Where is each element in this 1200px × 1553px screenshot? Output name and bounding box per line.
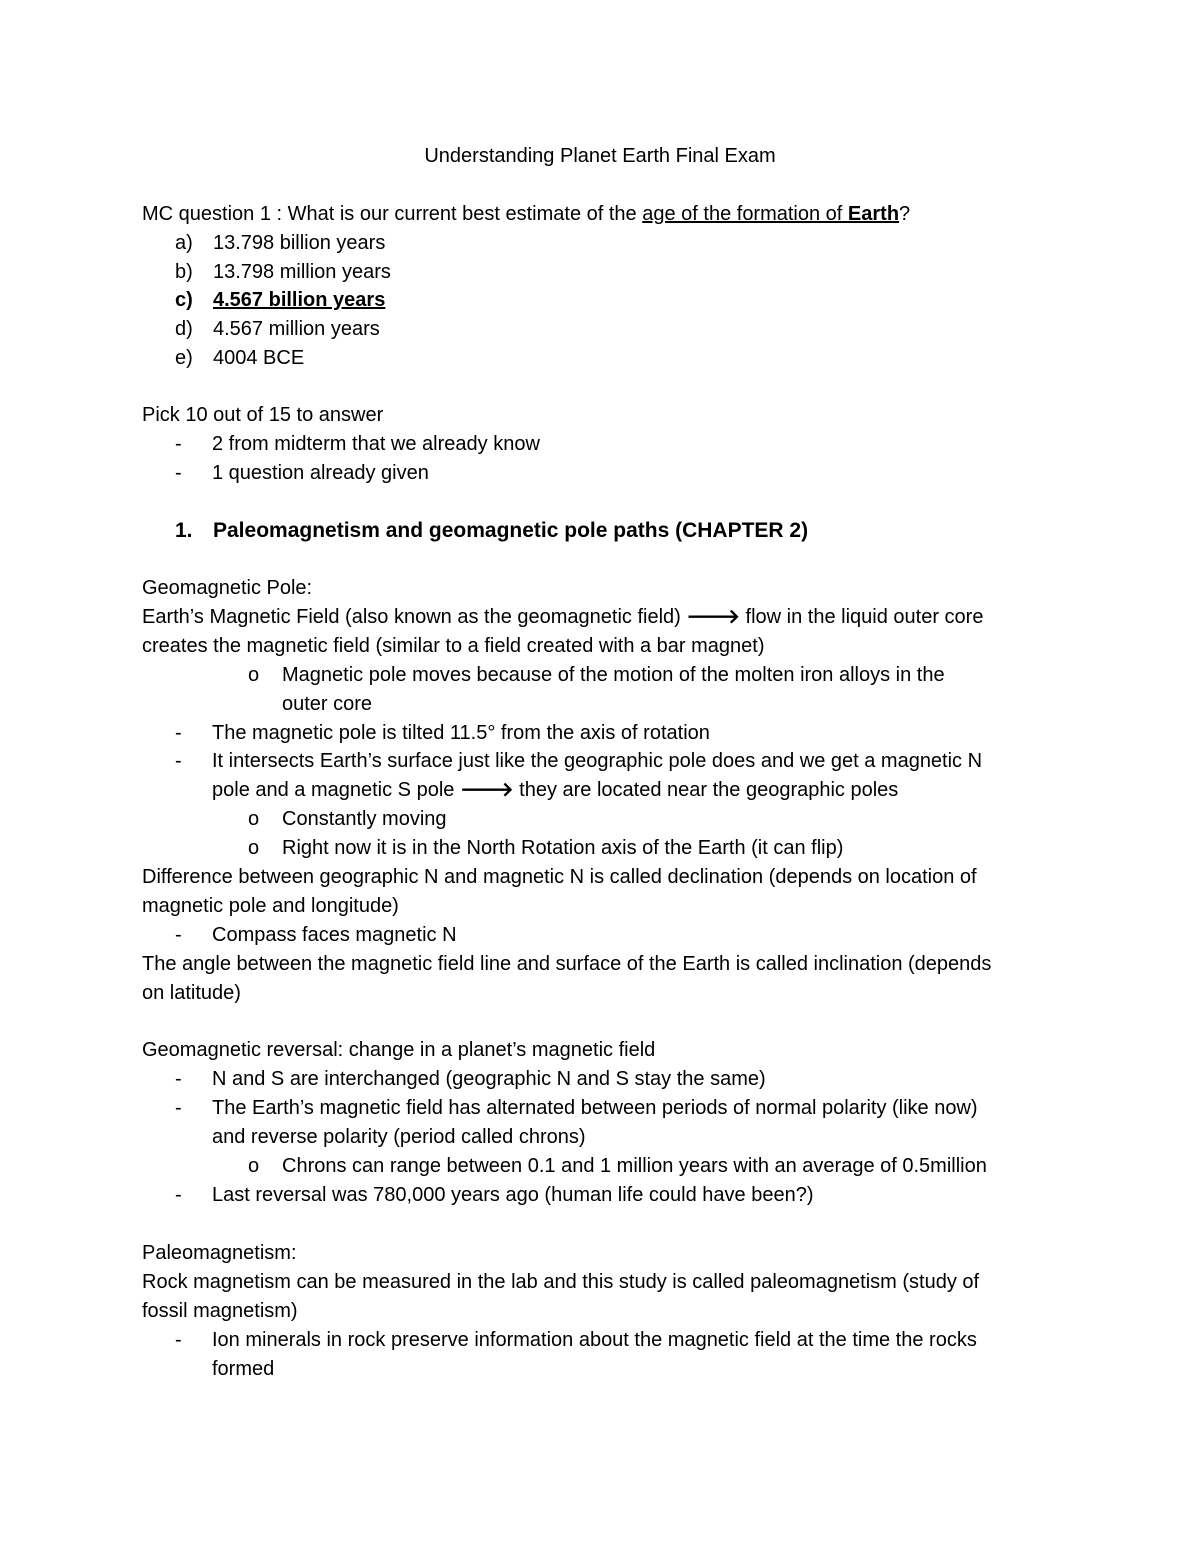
option-label: e) — [175, 347, 193, 369]
rock-line-1: Rock magnetism can be measured in the lab and this study is called paleomagnetism (study of — [142, 1271, 980, 1293]
ion-line-2: formed — [212, 1358, 275, 1380]
option-label: a) — [175, 232, 193, 254]
option-label: b) — [175, 261, 193, 283]
geo-pole-heading: Geomagnetic Pole: — [142, 577, 313, 599]
field-line-2: creates the magnetic field (similar to a field created with a bar magnet) — [142, 635, 765, 657]
bullet-dash: - — [175, 1068, 182, 1090]
field-line-1-a: Earth’s Magnetic Field (also known as the geomagnetic field) — [142, 606, 687, 628]
pick-item-2: 1 question already given — [212, 462, 429, 484]
bullet-circle: o — [248, 837, 260, 859]
intersect-line-2-a: pole and a magnetic S pole — [212, 779, 460, 801]
bullet-dash: - — [175, 722, 182, 744]
mc-option-e — [175, 344, 304, 372]
bullet-dash: - — [175, 1329, 182, 1351]
mc-option-d — [175, 315, 380, 343]
mc-question-prefix: MC question 1 : What is our current best estimate of the — [142, 203, 643, 225]
section-title: Paleomagnetism and geomagnetic pole paths (CHAPTER 2) — [213, 519, 809, 542]
intersect-line-1: It intersects Earth’s surface just like the geographic pole does and we get a magnetic N — [212, 750, 983, 772]
reversal-heading: Geomagnetic reversal: change in a planet’s magnetic field — [142, 1039, 656, 1061]
option-text: 13.798 million years — [213, 261, 391, 283]
section-number: 1. — [175, 519, 193, 542]
constantly-moving: Constantly moving — [282, 808, 447, 830]
pick-instruction: Pick 10 out of 15 to answer — [142, 404, 384, 426]
mc-question — [142, 200, 910, 228]
right-now-text: Right now it is in the North Rotation axis of the Earth (it can flip) — [282, 837, 844, 859]
sub-bullet-line-2: outer core — [282, 693, 373, 715]
chrons-text: Chrons can range between 0.1 and 1 million years with an average of 0.5million — [282, 1155, 987, 1177]
mc-question-underlined: age of the formation of — [642, 203, 848, 225]
mc-question-suffix: ? — [899, 203, 911, 225]
rock-line-2: fossil magnetism) — [142, 1300, 298, 1322]
pick-item-1: 2 from midterm that we already know — [212, 433, 540, 455]
intersect-line-2-b: they are located near the geographic poles — [513, 779, 899, 801]
alternated-line-1: The Earth’s magnetic field has alternated between periods of normal polarity (like now) — [212, 1097, 978, 1119]
document-title: Understanding Planet Earth Final Exam — [424, 145, 776, 167]
bullet-dash: - — [175, 1097, 182, 1119]
mc-option-a — [175, 229, 385, 257]
bullet-dash: - — [175, 433, 182, 455]
option-text: 4004 BCE — [213, 347, 305, 369]
inclination-line-1: The angle between the magnetic field line and surface of the Earth is called inclination (depends — [142, 953, 992, 975]
section-heading — [175, 517, 808, 545]
option-text: 4.567 billion years — [213, 289, 386, 311]
declination-line-1: Difference between geographic N and magnetic N is called declination (depends on location of — [142, 866, 977, 888]
alternated-line-2: and reverse polarity (period called chrons) — [212, 1126, 586, 1148]
option-text: 13.798 billion years — [213, 232, 386, 254]
declination-line-2: magnetic pole and longitude) — [142, 895, 399, 917]
arrow-icon: 🡒 — [459, 779, 514, 801]
bullet-dash: - — [175, 1184, 182, 1206]
last-reversal-text: Last reversal was 780,000 years ago (human life could have been?) — [212, 1184, 814, 1206]
option-text: 4.567 million years — [213, 318, 380, 340]
inclination-line-2: on latitude) — [142, 982, 241, 1004]
bullet-dash: - — [175, 750, 182, 772]
mc-option-c-correct — [175, 286, 385, 314]
interchanged-text: N and S are interchanged (geographic N and S stay the same) — [212, 1068, 766, 1090]
option-label: c) — [175, 289, 193, 311]
intersect-line-2 — [212, 776, 898, 804]
bullet-dash: - — [175, 462, 182, 484]
sub-bullet-line-1: Magnetic pole moves because of the motion of the molten iron alloys in the — [282, 664, 945, 686]
bullet-circle: o — [248, 664, 260, 686]
bullet-dash: - — [175, 924, 182, 946]
bullet-circle: o — [248, 808, 260, 830]
mc-option-b — [175, 258, 391, 286]
option-label: d) — [175, 318, 193, 340]
tilt-text: The magnetic pole is tilted 11.5° from the axis of rotation — [212, 722, 710, 744]
ion-line-1: Ion minerals in rock preserve information about the magnetic field at the time the rocks — [212, 1329, 977, 1351]
arrow-icon: 🡒 — [686, 606, 740, 628]
bullet-circle: o — [248, 1155, 260, 1177]
compass-text: Compass faces magnetic N — [212, 924, 457, 946]
field-line-1-b: flow in the liquid outer core — [740, 606, 984, 628]
mc-question-earth: Earth — [847, 203, 900, 225]
field-line-1 — [142, 603, 983, 631]
paleo-heading: Paleomagnetism: — [142, 1242, 297, 1264]
